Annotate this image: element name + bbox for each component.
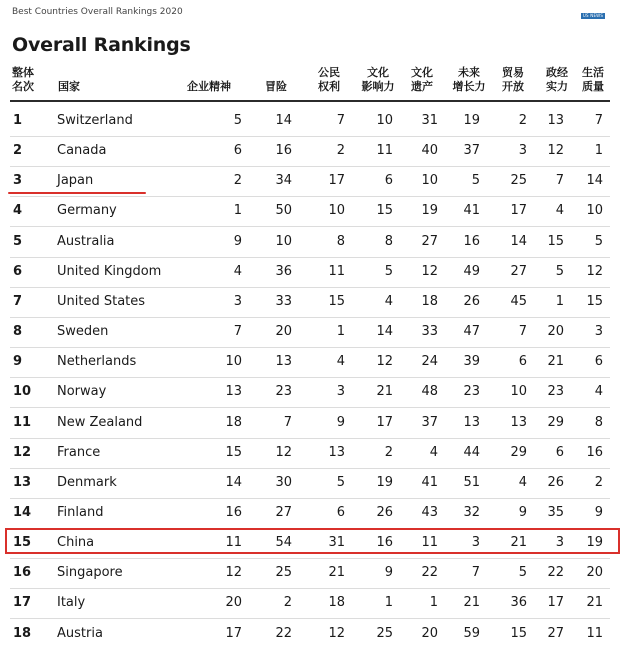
heritage-cell: 41 [421, 474, 438, 490]
country-cell: Canada [57, 143, 107, 159]
japan-highlight-underline [8, 192, 146, 194]
page-kicker: Best Countries Overall Rankings 2020 [12, 7, 183, 17]
citizenship-cell: 7 [336, 113, 345, 128]
table-row [10, 106, 610, 137]
cultural-influence-cell: 2 [384, 444, 393, 460]
open-for-business-cell: 29 [510, 444, 527, 460]
movers-cell: 21 [463, 595, 480, 611]
open-for-business-cell: 15 [510, 625, 527, 641]
header-rank [12, 66, 34, 94]
header-citizenship-line2: 权利 [318, 80, 340, 93]
entrepreneurship-cell: 2 [233, 173, 242, 189]
heritage-cell: 22 [421, 565, 438, 581]
cultural-influence-cell: 14 [376, 324, 393, 340]
cultural-influence-cell: 10 [376, 113, 393, 128]
table-row [10, 408, 610, 439]
power-cell: 17 [547, 595, 564, 611]
country-cell: New Zealand [57, 414, 143, 430]
quality-of-life-cell: 10 [586, 203, 603, 219]
citizenship-cell: 17 [328, 173, 345, 189]
open-for-business-cell: 10 [510, 384, 527, 400]
movers-cell: 16 [463, 233, 480, 249]
cultural-influence-cell: 5 [384, 263, 393, 279]
power-cell: 3 [555, 535, 564, 551]
entrepreneurship-cell: 12 [225, 565, 242, 581]
open-for-business-cell: 21 [510, 535, 527, 551]
entrepreneurship-cell: 5 [233, 113, 242, 128]
cultural-influence-cell: 21 [376, 384, 393, 400]
header-open-for-business-line2: 开放 [502, 80, 524, 93]
entrepreneurship-cell: 4 [233, 263, 242, 279]
movers-cell: 49 [463, 263, 480, 279]
heritage-cell: 1 [429, 595, 438, 611]
citizenship-cell: 11 [328, 263, 345, 279]
movers-cell: 41 [463, 203, 480, 219]
cultural-influence-cell: 12 [376, 354, 393, 370]
power-cell: 27 [547, 625, 564, 641]
table-row [10, 227, 610, 258]
power-cell: 15 [547, 233, 564, 249]
table-row [10, 377, 610, 408]
open-for-business-cell: 2 [518, 113, 527, 128]
table-row [10, 196, 610, 227]
heritage-cell: 11 [421, 535, 438, 551]
adventure-cell: 50 [275, 203, 292, 219]
heritage-cell: 20 [421, 625, 438, 641]
open-for-business-cell: 17 [510, 203, 527, 219]
quality-of-life-cell: 14 [586, 173, 603, 189]
heritage-cell: 43 [421, 504, 438, 520]
movers-cell: 23 [463, 384, 480, 400]
country-cell: Australia [57, 233, 115, 249]
cultural-influence-cell: 16 [376, 535, 393, 551]
quality-of-life-cell: 2 [594, 474, 603, 490]
rank-cell: 7 [13, 293, 23, 309]
header-open-for-business [497, 66, 529, 94]
header-entrepreneurship: 企业精神 [187, 80, 231, 93]
citizenship-cell: 5 [336, 474, 345, 490]
citizenship-cell: 8 [336, 233, 345, 249]
china-highlight-box [5, 528, 620, 554]
quality-of-life-cell: 21 [586, 595, 603, 611]
header-cultural-influence [358, 66, 398, 94]
power-cell: 6 [555, 444, 564, 460]
header-heritage-line1: 文化 [411, 66, 433, 79]
open-for-business-cell: 14 [510, 233, 527, 249]
power-cell: 4 [555, 203, 564, 219]
movers-cell: 44 [463, 444, 480, 460]
adventure-cell: 36 [275, 263, 292, 279]
rank-cell: 3 [13, 173, 23, 189]
open-for-business-cell: 9 [518, 504, 527, 520]
quality-of-life-cell: 16 [586, 444, 603, 460]
movers-cell: 5 [471, 173, 480, 189]
entrepreneurship-cell: 3 [233, 293, 242, 309]
movers-cell: 47 [463, 324, 480, 340]
heritage-cell: 12 [421, 263, 438, 279]
open-for-business-cell: 4 [518, 474, 527, 490]
adventure-cell: 10 [275, 233, 292, 249]
quality-of-life-cell: 4 [594, 384, 603, 400]
adventure-cell: 16 [275, 143, 292, 159]
header-power-line2: 实力 [546, 80, 568, 93]
citizenship-cell: 6 [336, 504, 345, 520]
heritage-cell: 18 [421, 293, 438, 309]
table-row [10, 468, 610, 499]
country-cell: Denmark [57, 474, 117, 490]
adventure-cell: 13 [275, 354, 292, 370]
citizenship-cell: 10 [328, 203, 345, 219]
rank-cell: 16 [13, 565, 32, 581]
heritage-cell: 10 [421, 173, 438, 189]
entrepreneurship-cell: 6 [233, 143, 242, 159]
open-for-business-cell: 13 [510, 414, 527, 430]
header-adventure: 冒险 [265, 80, 287, 93]
power-cell: 22 [547, 565, 564, 581]
citizenship-cell: 4 [336, 354, 345, 370]
cultural-influence-cell: 15 [376, 203, 393, 219]
country-cell: United Kingdom [57, 263, 162, 279]
rank-cell: 2 [13, 143, 23, 159]
header-heritage-line2: 遗产 [411, 80, 433, 93]
heritage-cell: 19 [421, 203, 438, 219]
open-for-business-cell: 45 [510, 293, 527, 309]
heritage-cell: 31 [421, 113, 438, 128]
table-row [10, 619, 610, 649]
movers-cell: 51 [463, 474, 480, 490]
power-cell: 1 [555, 293, 564, 309]
citizenship-cell: 31 [328, 535, 345, 551]
movers-cell: 37 [463, 143, 480, 159]
country-cell: Italy [57, 595, 86, 611]
entrepreneurship-cell: 17 [225, 625, 242, 641]
heritage-cell: 40 [421, 143, 438, 159]
entrepreneurship-cell: 20 [225, 595, 242, 611]
entrepreneurship-cell: 10 [225, 354, 242, 370]
citizenship-cell: 13 [328, 444, 345, 460]
entrepreneurship-cell: 9 [233, 233, 242, 249]
movers-cell: 26 [463, 293, 480, 309]
table-row [10, 317, 610, 348]
entrepreneurship-cell: 11 [225, 535, 242, 551]
rank-cell: 1 [13, 113, 23, 128]
header-citizenship [313, 66, 345, 94]
citizenship-cell: 21 [328, 565, 345, 581]
table-row [10, 558, 610, 589]
country-cell: Germany [57, 203, 117, 219]
adventure-cell: 20 [275, 324, 292, 340]
adventure-cell: 14 [275, 113, 292, 128]
power-cell: 35 [547, 504, 564, 520]
open-for-business-cell: 25 [510, 173, 527, 189]
cultural-influence-cell: 9 [384, 565, 393, 581]
entrepreneurship-cell: 1 [233, 203, 242, 219]
header-country: 国家 [58, 80, 80, 93]
rank-cell: 5 [13, 233, 23, 249]
rank-cell: 12 [13, 444, 32, 460]
adventure-cell: 27 [275, 504, 292, 520]
rank-cell: 14 [13, 504, 32, 520]
header-quality-of-life-line2: 质量 [582, 80, 604, 93]
adventure-cell: 2 [283, 595, 292, 611]
publisher-logo: US NEWS [582, 13, 604, 18]
country-cell: United States [57, 293, 146, 309]
adventure-cell: 12 [275, 444, 292, 460]
header-movers-line1: 未来 [458, 66, 480, 79]
quality-of-life-cell: 3 [594, 324, 603, 340]
table-row [10, 498, 610, 529]
movers-cell: 39 [463, 354, 480, 370]
table-row [10, 438, 610, 469]
adventure-cell: 25 [275, 565, 292, 581]
movers-cell: 3 [471, 535, 480, 551]
power-cell: 20 [547, 324, 564, 340]
heritage-cell: 48 [421, 384, 438, 400]
power-cell: 29 [547, 414, 564, 430]
header-citizenship-line1: 公民 [318, 66, 340, 79]
heritage-cell: 27 [421, 233, 438, 249]
open-for-business-cell: 27 [510, 263, 527, 279]
entrepreneurship-cell: 18 [225, 414, 242, 430]
rank-cell: 13 [13, 474, 32, 490]
table-row [10, 588, 610, 619]
entrepreneurship-cell: 7 [233, 324, 242, 340]
rank-cell: 18 [13, 625, 32, 641]
table-row [10, 257, 610, 288]
country-cell: China [57, 535, 95, 551]
quality-of-life-cell: 6 [594, 354, 603, 370]
power-cell: 26 [547, 474, 564, 490]
rank-cell: 8 [13, 324, 23, 340]
page-title: Overall Rankings [12, 34, 191, 56]
citizenship-cell: 18 [328, 595, 345, 611]
power-cell: 23 [547, 384, 564, 400]
cultural-influence-cell: 1 [384, 595, 393, 611]
cultural-influence-cell: 19 [376, 474, 393, 490]
header-power-line1: 政经 [546, 66, 568, 79]
cultural-influence-cell: 25 [376, 625, 393, 641]
movers-cell: 59 [463, 625, 480, 641]
cultural-influence-cell: 6 [384, 173, 393, 189]
quality-of-life-cell: 5 [594, 233, 603, 249]
country-cell: Netherlands [57, 354, 137, 370]
header-cultural-influence-line1: 文化 [367, 66, 389, 79]
country-cell: Singapore [57, 565, 123, 581]
movers-cell: 32 [463, 504, 480, 520]
country-cell: Japan [57, 173, 94, 189]
heritage-cell: 24 [421, 354, 438, 370]
header-rank-line1: 整体 [12, 66, 34, 79]
cultural-influence-cell: 11 [376, 143, 393, 159]
citizenship-cell: 2 [336, 143, 345, 159]
power-cell: 21 [547, 354, 564, 370]
movers-cell: 7 [471, 565, 480, 581]
power-cell: 5 [555, 263, 564, 279]
rank-cell: 4 [13, 203, 23, 219]
quality-of-life-cell: 20 [586, 565, 603, 581]
header-rule [10, 100, 610, 102]
heritage-cell: 37 [421, 414, 438, 430]
open-for-business-cell: 3 [518, 143, 527, 159]
citizenship-cell: 12 [328, 625, 345, 641]
header-heritage [406, 66, 438, 94]
entrepreneurship-cell: 15 [225, 444, 242, 460]
power-cell: 12 [547, 143, 564, 159]
adventure-cell: 54 [275, 535, 292, 551]
cultural-influence-cell: 4 [384, 293, 393, 309]
adventure-cell: 23 [275, 384, 292, 400]
header-power [541, 66, 573, 94]
header-rank-line2: 名次 [12, 80, 34, 93]
cultural-influence-cell: 17 [376, 414, 393, 430]
cultural-influence-cell: 8 [384, 233, 393, 249]
adventure-cell: 30 [275, 474, 292, 490]
header-movers [447, 66, 491, 94]
adventure-cell: 7 [283, 414, 292, 430]
open-for-business-cell: 5 [518, 565, 527, 581]
country-cell: Switzerland [57, 113, 133, 128]
quality-of-life-cell: 9 [594, 504, 603, 520]
header-cultural-influence-line2: 影响力 [361, 80, 395, 93]
header-quality-of-life-line1: 生活 [582, 66, 604, 79]
header-quality-of-life [577, 66, 609, 94]
rank-cell: 10 [13, 384, 32, 400]
open-for-business-cell: 6 [518, 354, 527, 370]
country-cell: Finland [57, 504, 104, 520]
header-movers-line2: 增长力 [452, 80, 486, 93]
table-row [10, 287, 610, 318]
movers-cell: 13 [463, 414, 480, 430]
header-open-for-business-line1: 贸易 [502, 66, 524, 79]
movers-cell: 19 [463, 113, 480, 128]
quality-of-life-cell: 11 [586, 625, 603, 641]
country-cell: Austria [57, 625, 103, 641]
country-cell: Sweden [57, 324, 109, 340]
adventure-cell: 34 [275, 173, 292, 189]
rank-cell: 11 [13, 414, 32, 430]
citizenship-cell: 3 [336, 384, 345, 400]
entrepreneurship-cell: 13 [225, 384, 242, 400]
entrepreneurship-cell: 14 [225, 474, 242, 490]
quality-of-life-cell: 19 [586, 535, 603, 551]
quality-of-life-cell: 8 [594, 414, 603, 430]
country-cell: Norway [57, 384, 107, 400]
heritage-cell: 33 [421, 324, 438, 340]
quality-of-life-cell: 1 [594, 143, 603, 159]
entrepreneurship-cell: 16 [225, 504, 242, 520]
quality-of-life-cell: 15 [586, 293, 603, 309]
citizenship-cell: 1 [336, 324, 345, 340]
open-for-business-cell: 7 [518, 324, 527, 340]
table-row [10, 136, 610, 167]
table-row [10, 347, 610, 378]
power-cell: 13 [547, 113, 564, 128]
quality-of-life-cell: 7 [594, 113, 603, 128]
cultural-influence-cell: 26 [376, 504, 393, 520]
citizenship-cell: 9 [336, 414, 345, 430]
rank-cell: 6 [13, 263, 23, 279]
rank-cell: 9 [13, 354, 23, 370]
citizenship-cell: 15 [328, 293, 345, 309]
country-cell: France [57, 444, 101, 460]
adventure-cell: 22 [275, 625, 292, 641]
quality-of-life-cell: 12 [586, 263, 603, 279]
power-cell: 7 [555, 173, 564, 189]
heritage-cell: 4 [429, 444, 438, 460]
rank-cell: 15 [13, 535, 32, 551]
adventure-cell: 33 [275, 293, 292, 309]
open-for-business-cell: 36 [510, 595, 527, 611]
rank-cell: 17 [13, 595, 32, 611]
